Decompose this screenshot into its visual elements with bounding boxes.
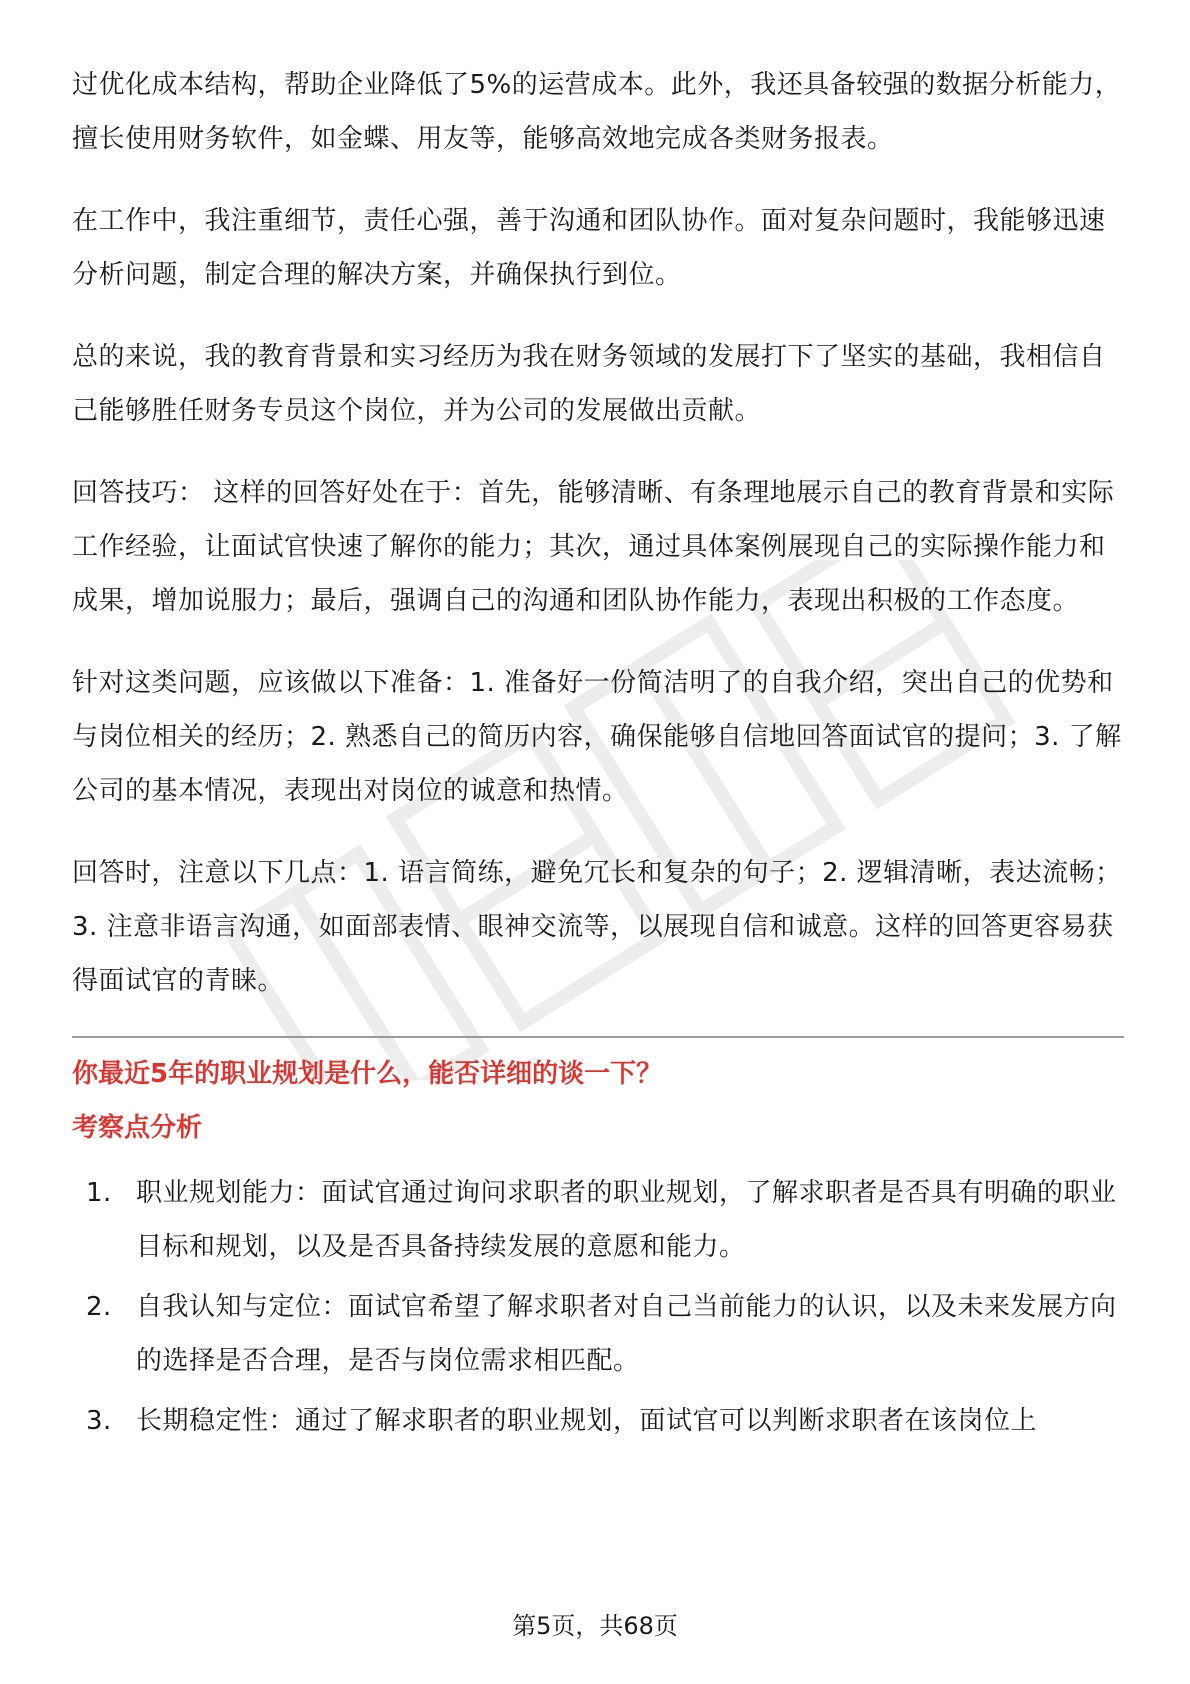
section-title-analysis: 考察点分析 (72, 1113, 203, 1143)
paragraph-work-attitude: 在工作中，我注重细节，责任心强，善于沟通和团队协作。面对复杂问题时，我能够迅速分析问题，制定合理的解决方案，并确保执行到位。 (72, 206, 1106, 290)
paragraph-cost-optimization: 过优化成本结构，帮助企业降低了5%的运营成本。此外，我还具备较强的数据分析能力，擅长使用财务软件，如金蝶、用友等，能够高效地完成各类财务报表。 (72, 70, 1122, 154)
section-divider (72, 1036, 1124, 1038)
list-item (72, 1166, 1124, 1274)
interview-question: 你最近5年的职业规划是什么，能否详细的谈一下？ (72, 1059, 663, 1089)
list-item-text: 长期稳定性：通过了解求职者的职业规划，面试官可以判断求职者在该岗位上 (136, 1406, 1038, 1436)
page-footer: 第5页，共68页 (512, 1612, 678, 1640)
list-item (72, 1394, 1124, 1448)
list-item-number: 3. (86, 1406, 112, 1436)
paragraph-answer-notes: 回答时，注意以下几点：1. 语言简练，避免冗长和复杂的句子；2. 逻辑清晰，表达流畅；3. 注意非语言沟通，如面部表情、眼神交流等，以展现自信和诚意。这样的回答更容易获得面试官的青睐。 (72, 858, 1122, 996)
document-page (72, 58, 1124, 1454)
list-item-number: 1. (86, 1178, 112, 1208)
paragraph-answer-tips: 回答技巧： 这样的回答好处在于：首先，能够清晰、有条理地展示自己的教育背景和实际工作经验，让面试官快速了解你的能力；其次，通过具体案例展现自己的实际操作能力和成果，增加说服力；最后，强调自己的沟通和团队协作能力，表现出积极的工作态度。 (72, 478, 1115, 616)
list-item-number: 2. (86, 1292, 112, 1322)
paragraph-preparation: 针对这类问题，应该做以下准备：1. 准备好一份简洁明了的自我介绍，突出自己的优势和与岗位相关的经历；2. 熟悉自己的简历内容，确保能够自信地回答面试官的提问；3. 了解公司的基本情况，表现出对岗位的诚意和热情。 (72, 668, 1122, 806)
analysis-list (72, 1166, 1124, 1448)
paragraph-summary: 总的来说，我的教育背景和实习经历为我在财务领域的发展打下了坚实的基础，我相信自己能够胜任财务专员这个岗位，并为公司的发展做出贡献。 (72, 342, 1106, 426)
list-item-text: 自我认知与定位：面试官希望了解求职者对自己当前能力的认识，以及未来发展方向的选择是否合理，是否与岗位需求相匹配。 (136, 1292, 1117, 1376)
list-item (72, 1280, 1124, 1388)
list-item-text: 职业规划能力：面试官通过询问求职者的职业规划，了解求职者是否具有明确的职业目标和规划，以及是否具备持续发展的意愿和能力。 (136, 1178, 1117, 1262)
